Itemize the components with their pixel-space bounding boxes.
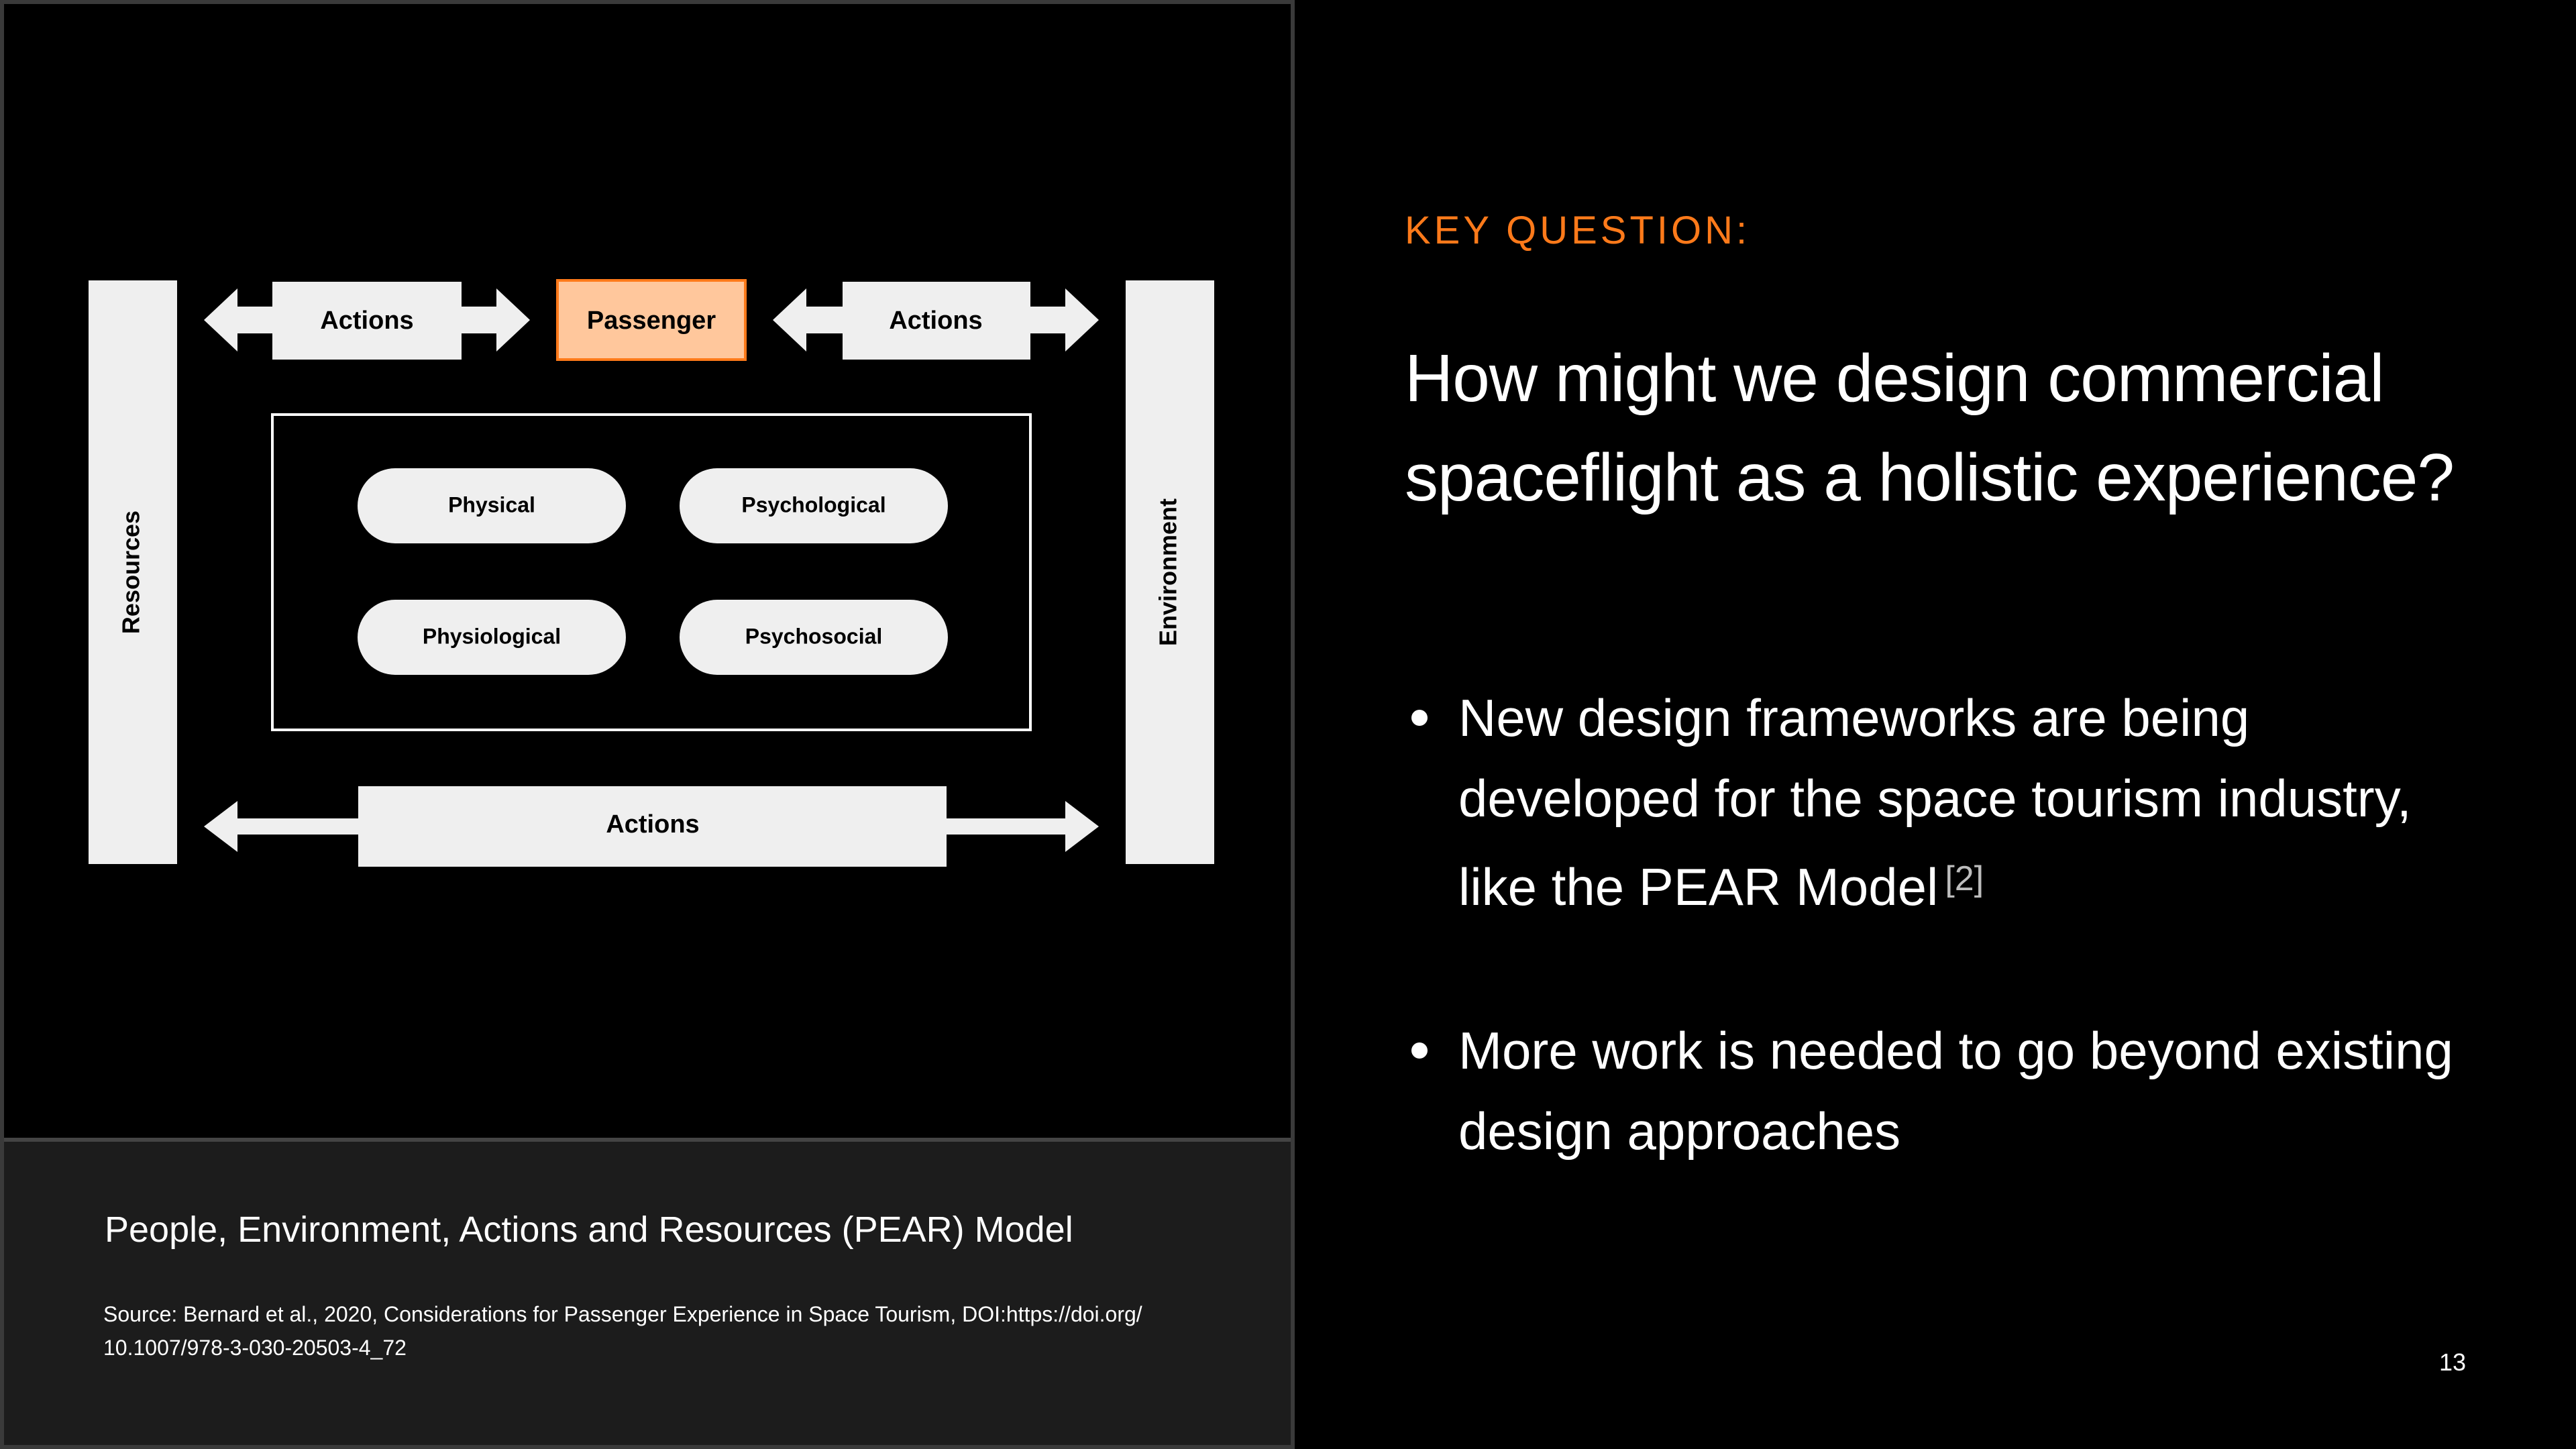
- bullet-item: [1405, 678, 2491, 927]
- bullet-text: More work is needed to go beyond existing design approaches: [1458, 1021, 2453, 1161]
- factor-physiological-label: Physiological: [422, 624, 561, 649]
- actions-bottom-label: Actions: [606, 810, 700, 839]
- factor-psychological-label: Psychological: [741, 492, 886, 517]
- factor-physical-label: Physical: [448, 492, 535, 517]
- actions-top-left-label: Actions: [320, 307, 414, 335]
- environment-label: Environment: [1154, 498, 1182, 647]
- caption-title: People, Environment, Actions and Resources (PEAR) Model: [105, 1210, 1073, 1250]
- bullet-list: [1405, 678, 2491, 1254]
- bullet-text: New design frameworks are being developed for the space tourism industry, like the PEAR Model: [1458, 688, 2412, 916]
- bullet-item: [1405, 1010, 2491, 1171]
- page-number: 13: [2438, 1348, 2466, 1376]
- bullet-dot-icon: [1411, 1042, 1428, 1059]
- pear-diagram: [4, 4, 1291, 1138]
- factors-frame: [272, 415, 1030, 730]
- passenger-label: Passenger: [586, 307, 716, 335]
- headline: How might we design commercial spaceflight as a holistic experience?: [1405, 341, 2454, 515]
- pear-diagram-svg: [4, 4, 1291, 1138]
- resources-label: Resources: [117, 510, 145, 635]
- citation-ref: [2]: [1945, 859, 1984, 898]
- figure-caption: [4, 1142, 1291, 1445]
- actions-top-right-label: Actions: [889, 307, 983, 335]
- bullet-dot-icon: [1411, 710, 1428, 726]
- key-question-label: KEY QUESTION:: [1405, 209, 1751, 252]
- caption-source: Source: Bernard et al., 2020, Considerations for Passenger Experience in Space Tourism, DOI:https://doi.org/ 10.1007/978-3-030-20503-4_72: [103, 1302, 1142, 1360]
- factor-psychosocial-label: Psychosocial: [745, 624, 883, 649]
- text-panel: [1295, 0, 2576, 1449]
